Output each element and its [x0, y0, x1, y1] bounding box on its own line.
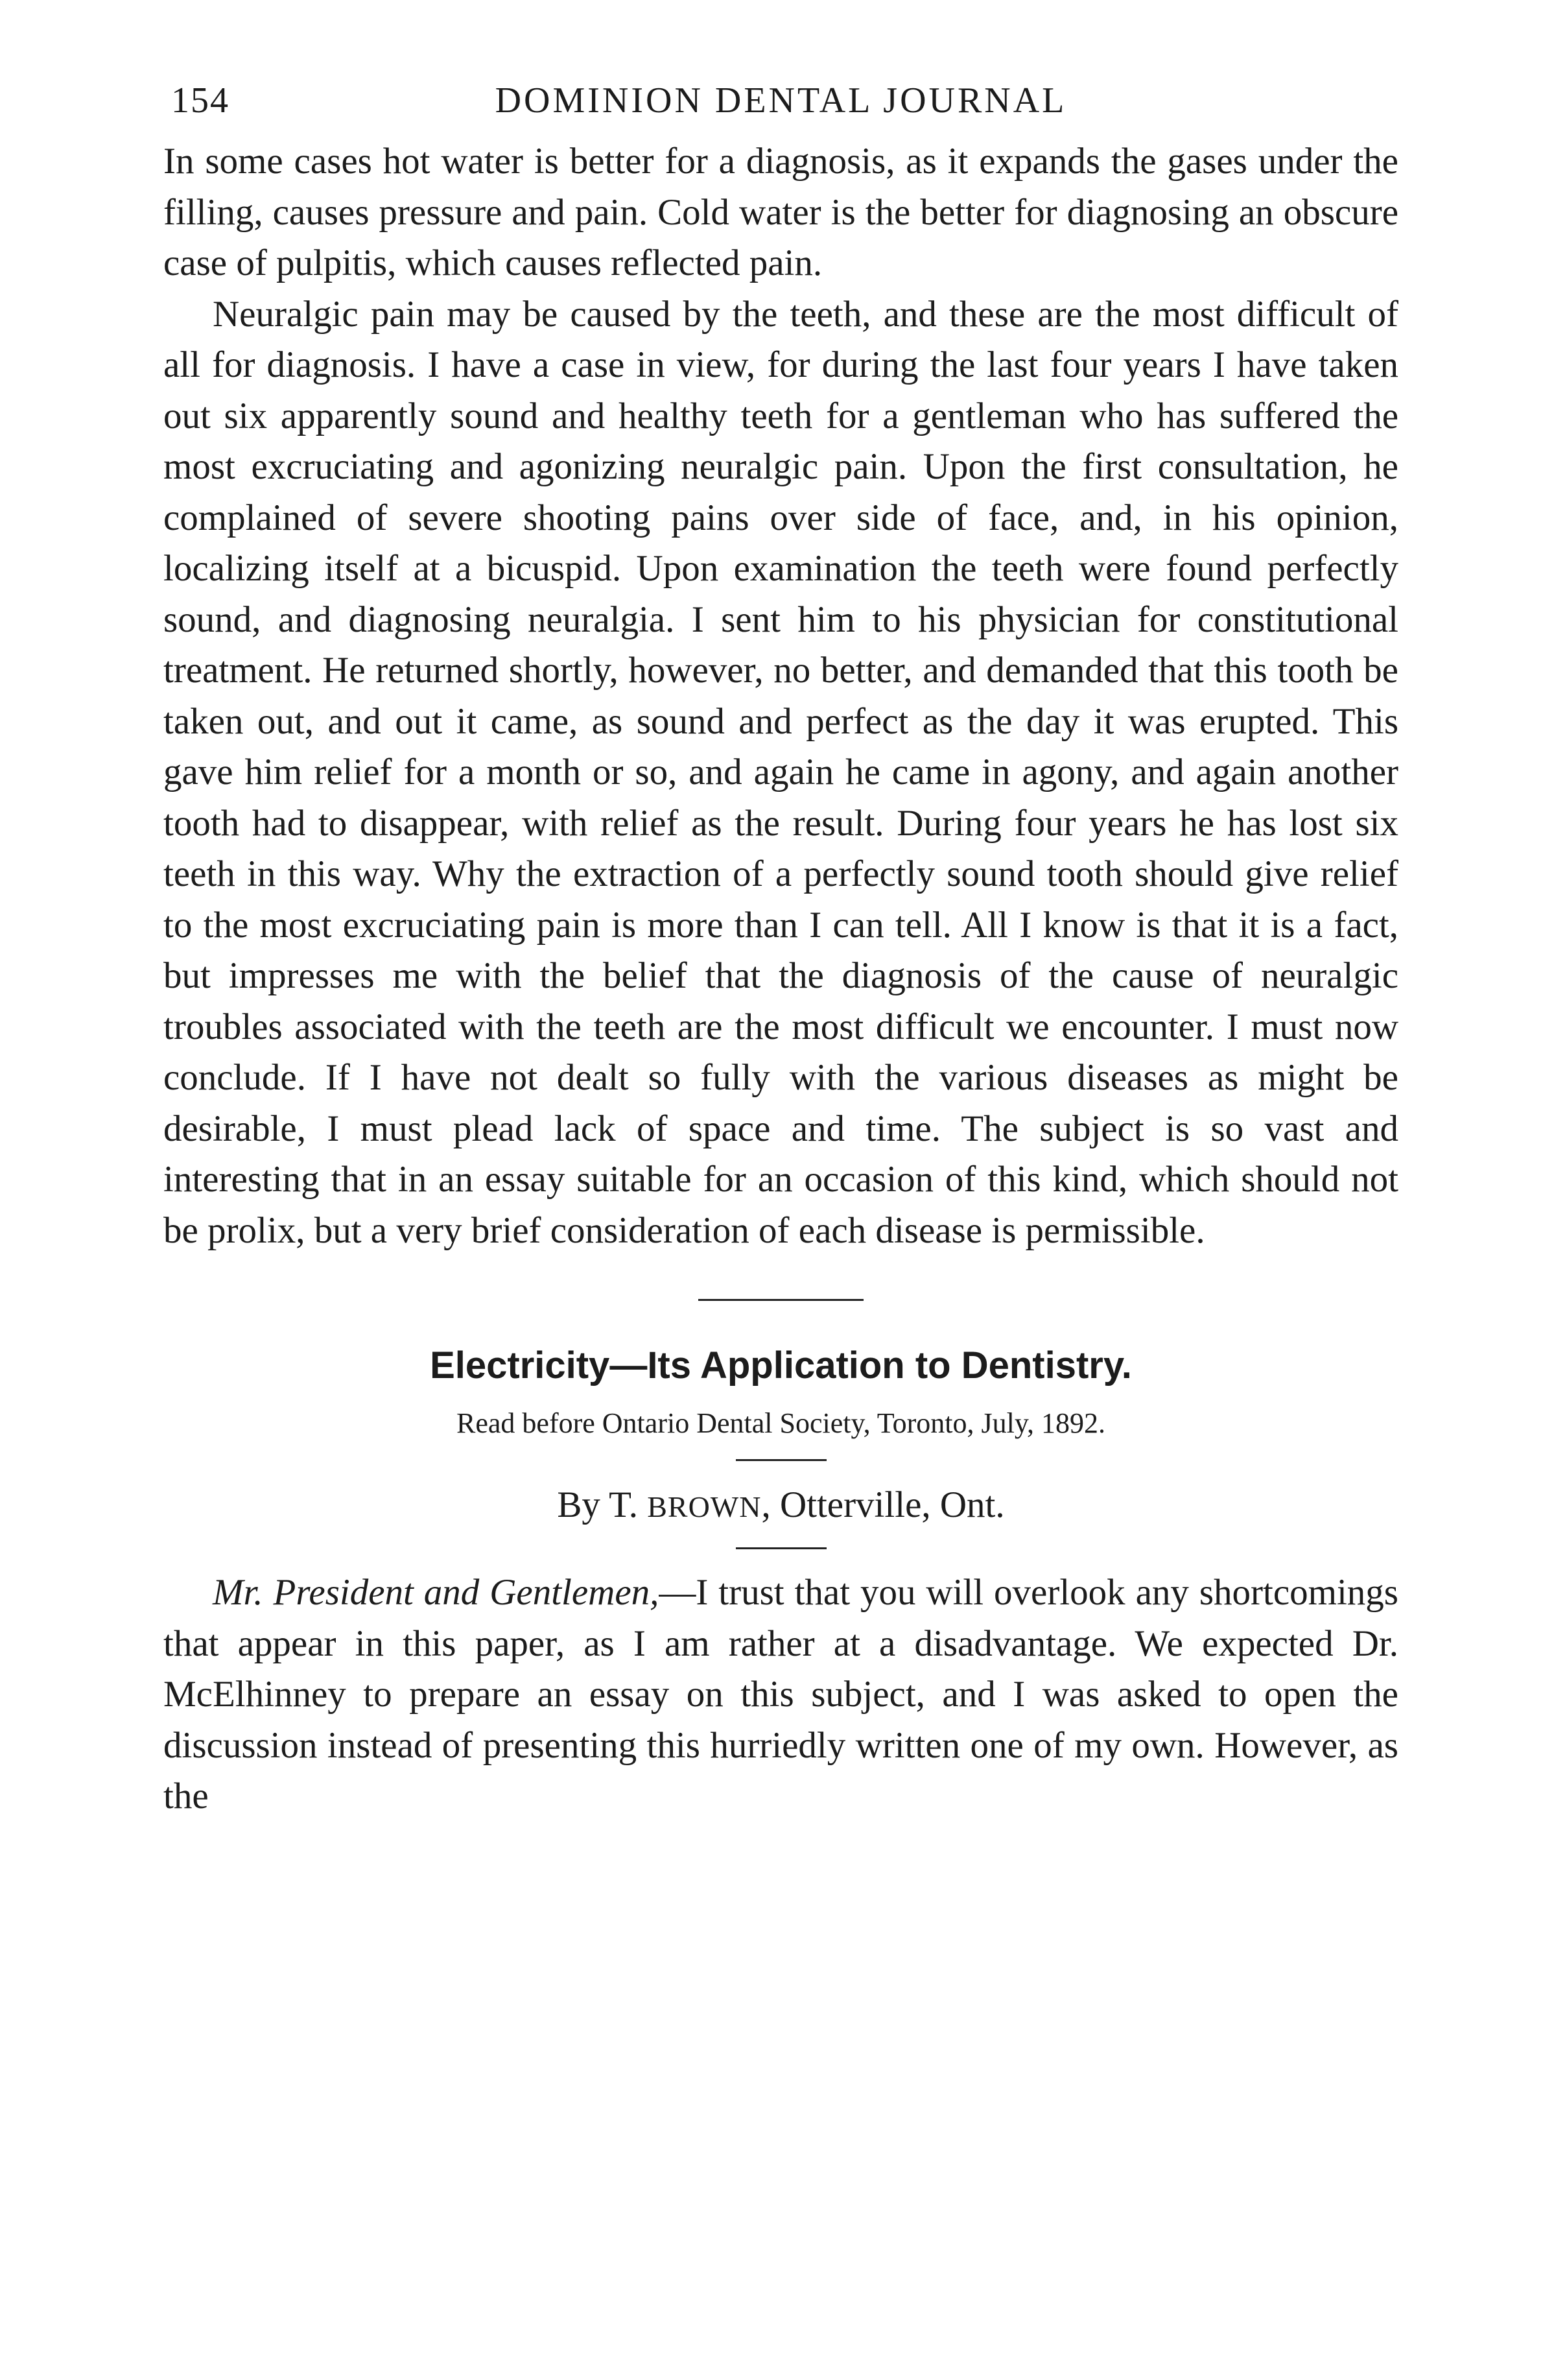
byline-author: BROWN — [647, 1490, 762, 1523]
page-number: 154 — [171, 80, 230, 121]
journal-title: DOMINION DENTAL JOURNAL — [495, 80, 1067, 121]
running-header — [163, 65, 1398, 136]
byline-divider — [736, 1547, 827, 1549]
paragraph-neuralgic-pain: Neuralgic pain may be caused by the teeth, and these are the most difficult of all for diagnosis. I have a case in view, for during the last four years I have taken out six apparently sound and healthy teeth for a gentleman who has suffered the most excruciating and agonizing neuralgic pain. Upon the first consultation, he complained of severe shooting pains over side of face, and, in his opinion, localizing itself at a bicuspid. Upon examination the teeth were found perfectly sound, and diagnosing neuralgia. I sent him to his physician for constitutional treatment. He returned shortly, however, no better, and demanded that this tooth be taken out, and out it came, as sound and perfect as the day it was erupted. This gave him relief for a month or so, and again he came in agony, and again another tooth had to disappear, with relief as the result. During four years he has lost six teeth in this way. Why the extraction of a perfectly sound tooth should give relief to the most excruciating pain is more than I can tell. All I know is that it is a fact, but impresses me with the belief that the diagnosis of the cause of neuralgic troubles associated with the teeth are the most difficult we encounter. I must now conclude. If I have not dealt so fully with the various diseases as might be desirable, I must plead lack of space and time. The subject is so vast and interesting that in an essay suitable for an occasion of this kind, which should not be prolix, but a very brief consideration of each disease is permissible. — [163, 293, 1398, 1251]
byline-prefix: By T. — [557, 1484, 638, 1525]
section-divider — [698, 1299, 864, 1301]
article-title: Electricity—Its Application to Dentistry. — [430, 1344, 1132, 1386]
salutation: Mr. President and Gentlemen, — [213, 1572, 659, 1613]
article-body — [163, 1567, 1398, 1822]
journal-page — [163, 65, 1398, 1822]
article-opening-paragraph — [163, 1567, 1398, 1822]
article-byline — [163, 1479, 1398, 1533]
subtitle-divider — [736, 1459, 827, 1461]
paragraph-hot-water: In some cases hot water is better for a diagnosis, as it expands the gases under the filling, causes pressure and pain. Cold water is the better for diagnosing an obscure case of pulpitis, which causes reflected pain. — [163, 141, 1398, 283]
article-subtitle: Read before Ontario Dental Society, Toronto, July, 1892. — [456, 1407, 1105, 1439]
previous-article-body — [163, 136, 1398, 1256]
opening-text: —I trust that you will overlook any shortcomings that appear in this paper, as I am rather at a disadvantage. We expected Dr. McElhinney to prepare an essay on this subject, and I was asked to open the discussion instead of presenting this hurriedly written one of my own. However, as the — [163, 1572, 1398, 1816]
byline-location: , Otterville, Ont. — [761, 1484, 1005, 1525]
